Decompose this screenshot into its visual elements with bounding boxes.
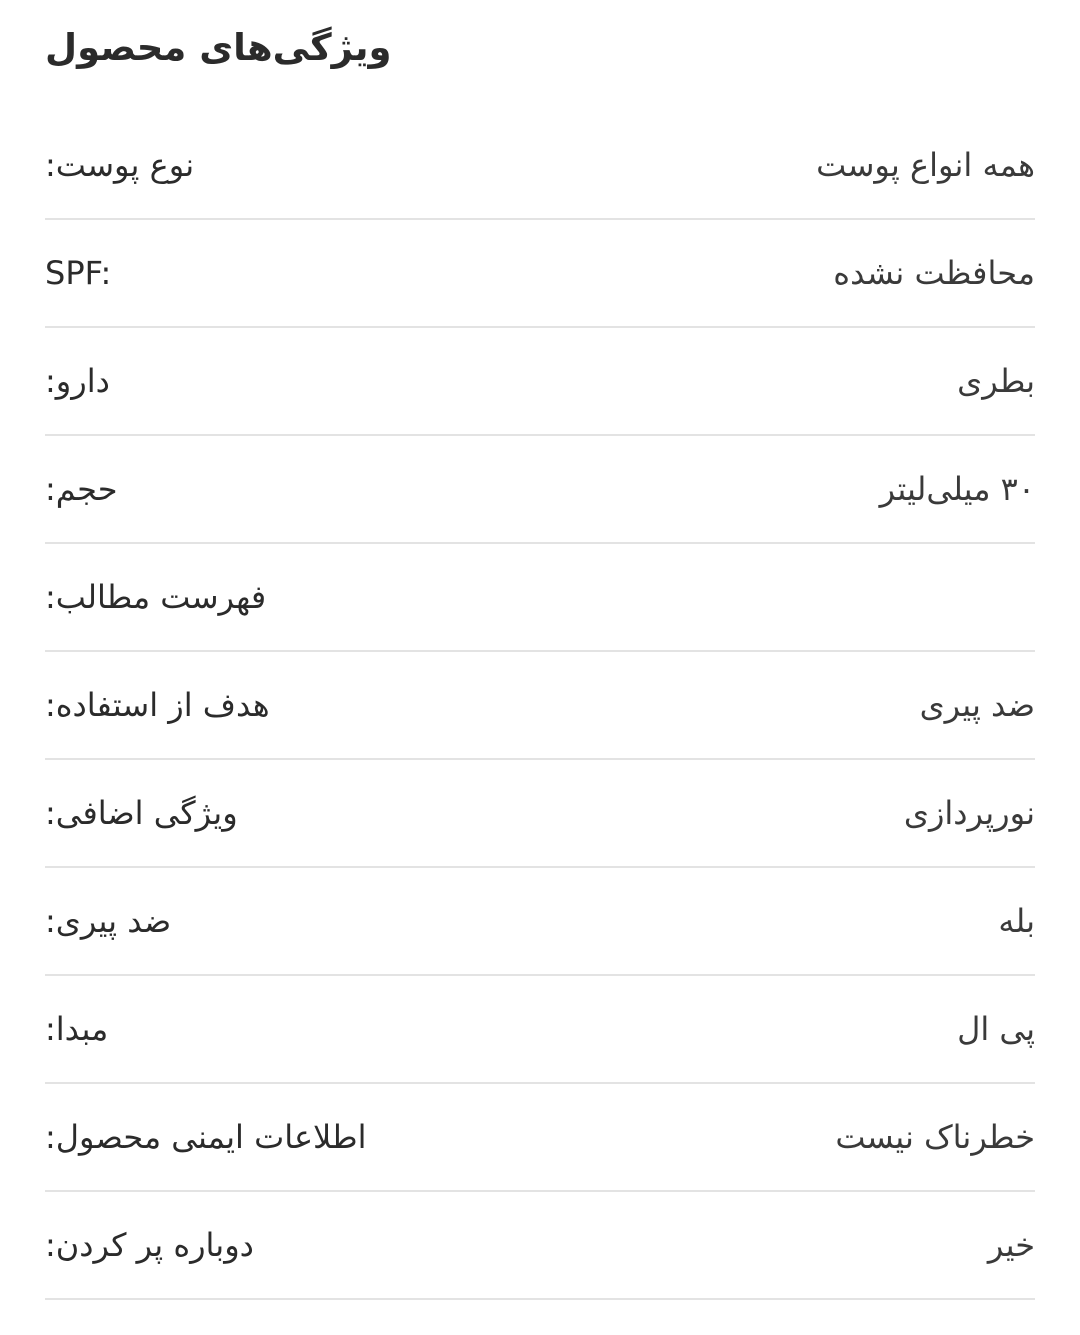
spec-row-origin [45, 976, 1035, 1084]
spec-value: ۳۰ میلی‌لیتر [879, 470, 1035, 508]
spec-list [45, 112, 1035, 1300]
spec-row-contents [45, 544, 1035, 652]
spec-label: :اطلاعات ایمنی محصول [45, 1118, 367, 1156]
spec-value: نورپردازی [903, 794, 1035, 832]
spec-label: :فهرست مطالب [45, 578, 267, 616]
spec-row-extra-feature [45, 760, 1035, 868]
spec-value: محافظت نشده [833, 254, 1035, 292]
spec-label: :دارو [45, 362, 110, 400]
spec-value: همه انواع پوست [816, 146, 1035, 184]
spec-row-anti-aging [45, 868, 1035, 976]
spec-label: :ضد پیری [45, 902, 172, 940]
spec-value: ضد پیری [919, 686, 1035, 724]
spec-value: خیر [987, 1226, 1035, 1264]
spec-row-drug [45, 328, 1035, 436]
spec-value: پی ال [957, 1010, 1035, 1048]
spec-value: بله [998, 902, 1035, 940]
spec-label: :هدف از استفاده [45, 686, 270, 724]
spec-row-refillable [45, 1192, 1035, 1300]
spec-label: :مبدا [45, 1010, 109, 1048]
spec-row-safety-info [45, 1084, 1035, 1192]
spec-label: :حجم [45, 470, 118, 508]
spec-row-spf [45, 220, 1035, 328]
spec-label: SPF: [45, 254, 112, 292]
spec-row-skin-type [45, 112, 1035, 220]
spec-value: بطری [957, 362, 1035, 400]
spec-label: :نوع پوست [45, 146, 195, 184]
spec-value: خطرناک نیست [835, 1118, 1035, 1156]
spec-label: :دوباره پر کردن [45, 1226, 254, 1264]
spec-label: :ویژگی اضافی [45, 794, 238, 832]
spec-row-volume [45, 436, 1035, 544]
section-title: ویژگی‌های محصول [45, 26, 392, 69]
spec-row-purpose [45, 652, 1035, 760]
